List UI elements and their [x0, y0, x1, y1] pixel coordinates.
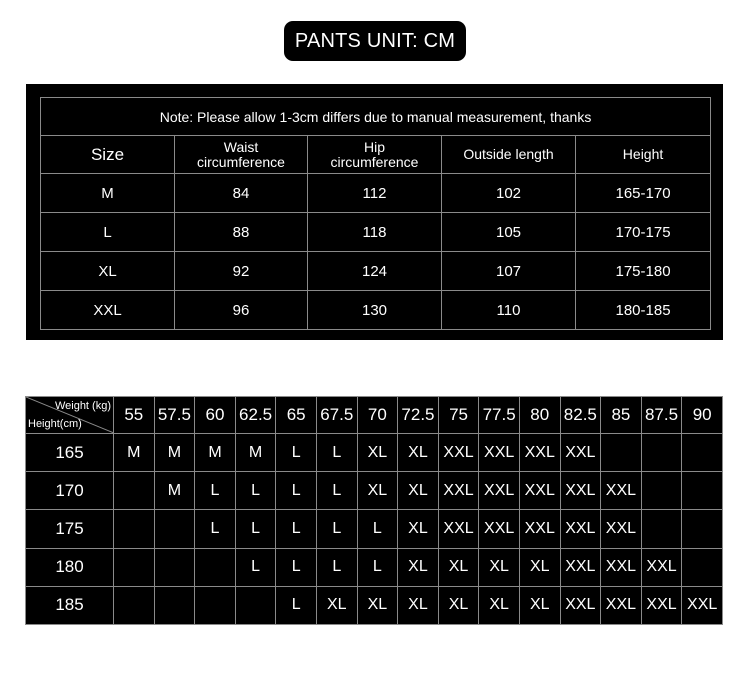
height-row [26, 548, 723, 586]
size-recommendation-cell: XXL [519, 510, 560, 548]
header-hip-line1: Hip [363, 138, 385, 155]
size-recommendation-cell [114, 472, 155, 510]
size-recommendation-cell [195, 548, 236, 586]
size-recommendation-cell: L [357, 510, 398, 548]
size-recommendation-cell: XL [479, 548, 520, 586]
height-row-header: 170 [26, 472, 114, 510]
size-recommendation-cell: XL [519, 586, 560, 624]
header-size: Size [41, 136, 175, 174]
size-recommendation-cell: L [235, 510, 276, 548]
outside-length-cell: 107 [442, 252, 576, 291]
size-recommendation-cell: L [195, 472, 236, 510]
height-cell: 165-170 [576, 174, 711, 213]
size-recommendation-cell: XXL [641, 586, 682, 624]
measurement-note: Note: Please allow 1-3cm differs due to manual measurement, thanks [41, 98, 711, 136]
size-recommendation-cell: XL [398, 548, 439, 586]
size-recommendation-cell: XXL [438, 472, 479, 510]
size-recommendation-cell: M [195, 434, 236, 472]
size-recommendation-cell: L [316, 434, 357, 472]
weight-header-cell: 82.5 [560, 397, 601, 434]
size-recommendation-cell: L [276, 510, 317, 548]
size-recommendation-cell: XL [398, 472, 439, 510]
size-recommendation-cell: L [276, 472, 317, 510]
size-recommendation-cell [682, 472, 723, 510]
size-recommendation-cell [114, 510, 155, 548]
size-recommendation-cell: XXL [560, 434, 601, 472]
weight-header-cell: 70 [357, 397, 398, 434]
size-recommendation-cell: XL [316, 586, 357, 624]
size-recommendation-cell: M [154, 472, 195, 510]
size-recommendation-cell [154, 510, 195, 548]
weight-header-cell: 60 [195, 397, 236, 434]
hip-cell: 130 [308, 291, 442, 330]
size-chart-table [40, 97, 711, 330]
waist-cell: 84 [175, 174, 308, 213]
size-recommendation-cell: L [357, 548, 398, 586]
header-outside-length: Outside length [442, 136, 576, 174]
corner-weight-label: Weight (kg) [54, 400, 111, 412]
size-recommendation-cell: XXL [519, 434, 560, 472]
size-row [41, 252, 711, 291]
weight-header-cell: 80 [519, 397, 560, 434]
size-recommendation-cell: XL [357, 586, 398, 624]
height-cell: 175-180 [576, 252, 711, 291]
hip-cell: 112 [308, 174, 442, 213]
size-recommendation-cell [641, 510, 682, 548]
size-recommendation-cell [154, 548, 195, 586]
size-recommendation-cell: L [235, 548, 276, 586]
size-cell: XXL [41, 291, 175, 330]
weight-header-cell: 67.5 [316, 397, 357, 434]
size-recommendation-cell: XL [398, 434, 439, 472]
size-recommendation-cell [601, 434, 642, 472]
size-recommendation-cell [682, 510, 723, 548]
size-row [41, 213, 711, 252]
weight-header-cell: 85 [601, 397, 642, 434]
hip-cell: 118 [308, 213, 442, 252]
size-recommendation-cell: XXL [479, 510, 520, 548]
height-row [26, 434, 723, 472]
size-recommendation-cell [154, 586, 195, 624]
corner-height-label: Height(cm) [28, 418, 82, 430]
size-recommendation-cell: XXL [682, 586, 723, 624]
waist-cell: 96 [175, 291, 308, 330]
size-recommendation-cell: L [316, 510, 357, 548]
size-recommendation-cell: L [276, 586, 317, 624]
size-recommendation-cell: XXL [479, 434, 520, 472]
size-recommendation-cell [682, 548, 723, 586]
waist-cell: 92 [175, 252, 308, 291]
weight-header-cell: 72.5 [398, 397, 439, 434]
weight-header-cell: 77.5 [479, 397, 520, 434]
height-row [26, 586, 723, 624]
size-recommendation-cell: XXL [560, 548, 601, 586]
size-cell: M [41, 174, 175, 213]
size-recommendation-cell: M [235, 434, 276, 472]
size-recommendation-cell: L [235, 472, 276, 510]
height-row-header: 165 [26, 434, 114, 472]
size-recommendation-cell: XL [438, 548, 479, 586]
size-recommendation-cell: M [154, 434, 195, 472]
size-recommendation-cell: XL [357, 472, 398, 510]
size-recommendation-cell: XXL [438, 510, 479, 548]
weight-header-cell: 87.5 [641, 397, 682, 434]
size-recommendation-cell [114, 548, 155, 586]
size-recommendation-cell: XXL [641, 548, 682, 586]
height-row-header: 175 [26, 510, 114, 548]
height-row-header: 185 [26, 586, 114, 624]
header-waist [175, 136, 308, 174]
size-recommendation-cell: XXL [601, 510, 642, 548]
size-recommendation-cell: XXL [601, 472, 642, 510]
outside-length-cell: 110 [442, 291, 576, 330]
size-recommendation-cell [682, 434, 723, 472]
size-recommendation-cell: L [276, 548, 317, 586]
size-recommendation-cell: XL [438, 586, 479, 624]
size-recommendation-cell: L [316, 548, 357, 586]
waist-cell: 88 [175, 213, 308, 252]
size-recommendation-cell: XXL [519, 472, 560, 510]
size-cell: L [41, 213, 175, 252]
weight-header-cell: 57.5 [154, 397, 195, 434]
size-recommendation-cell: XL [398, 586, 439, 624]
weight-height-table [25, 396, 723, 625]
header-waist-line1: Waist [223, 138, 259, 155]
size-recommendation-cell: XXL [479, 472, 520, 510]
size-recommendation-cell: XL [519, 548, 560, 586]
size-recommendation-cell [235, 586, 276, 624]
size-recommendation-cell: XXL [601, 548, 642, 586]
weight-header-cell: 62.5 [235, 397, 276, 434]
size-recommendation-cell: XL [479, 586, 520, 624]
outside-length-cell: 102 [442, 174, 576, 213]
weight-header-cell: 75 [438, 397, 479, 434]
height-cell: 180-185 [576, 291, 711, 330]
size-row [41, 291, 711, 330]
size-recommendation-cell: L [276, 434, 317, 472]
size-recommendation-cell [114, 586, 155, 624]
size-recommendation-cell: XXL [438, 434, 479, 472]
size-recommendation-cell: XXL [560, 472, 601, 510]
weight-height-panel [25, 396, 723, 625]
height-row [26, 472, 723, 510]
header-waist-line2: circumference [197, 153, 285, 170]
height-row-header: 180 [26, 548, 114, 586]
size-cell: XL [41, 252, 175, 291]
weight-header-cell: 55 [114, 397, 155, 434]
size-recommendation-cell: M [114, 434, 155, 472]
size-recommendation-cell: XL [357, 434, 398, 472]
height-row [26, 510, 723, 548]
size-chart-panel [26, 84, 723, 340]
size-recommendation-cell: XXL [560, 510, 601, 548]
weight-header-cell: 65 [276, 397, 317, 434]
hip-cell: 124 [308, 252, 442, 291]
weight-header-row [26, 397, 723, 434]
size-recommendation-cell [641, 434, 682, 472]
size-recommendation-cell: XXL [601, 586, 642, 624]
header-height: Height [576, 136, 711, 174]
size-recommendation-cell [641, 472, 682, 510]
page-title: PANTS UNIT: CM [284, 21, 466, 61]
size-recommendation-cell: XXL [560, 586, 601, 624]
size-row [41, 174, 711, 213]
size-recommendation-cell [195, 586, 236, 624]
header-hip-line2: circumference [330, 153, 419, 170]
size-recommendation-cell: L [316, 472, 357, 510]
header-hip [308, 136, 442, 174]
height-cell: 170-175 [576, 213, 711, 252]
weight-header-cell: 90 [682, 397, 723, 434]
corner-cell [26, 397, 114, 434]
size-recommendation-cell: L [195, 510, 236, 548]
outside-length-cell: 105 [442, 213, 576, 252]
size-recommendation-cell: XL [398, 510, 439, 548]
